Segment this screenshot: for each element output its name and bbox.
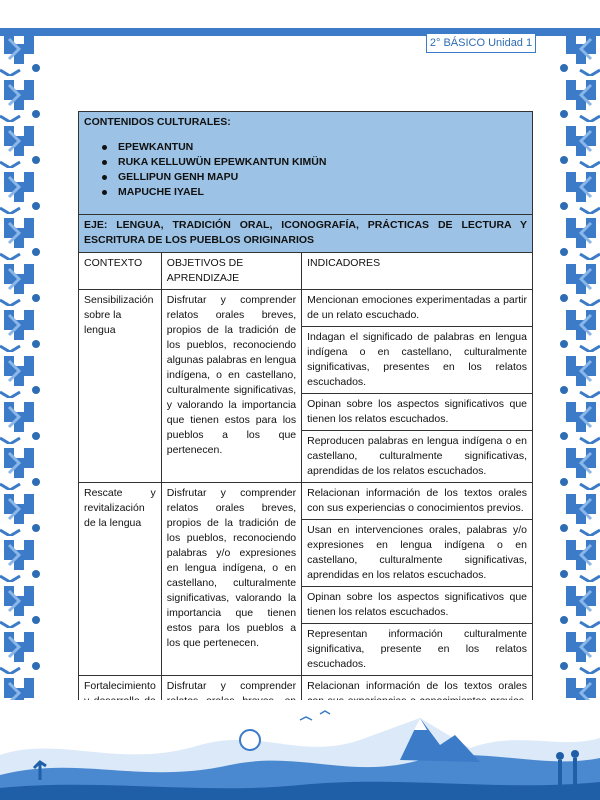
context-cell: Fortalecimiento [79, 676, 162, 743]
cultural-contents-cell [79, 112, 533, 215]
cultural-item: MAPUCHE IYAEL [104, 185, 527, 200]
table-row [79, 483, 533, 520]
cultural-contents-list [84, 140, 527, 200]
indicator-cell: Reproducen palabras en lengua indígena o en castellano, culturalmente significativas, aprendidas de los relatos escuchados. [302, 431, 533, 483]
context-cell: Rescate y revitalización de la lengua [79, 483, 162, 676]
indicator-cell: Relacionan información de los textos orales [302, 676, 533, 743]
decorative-border-left [0, 30, 45, 720]
indicator-cell: Mencionan emociones experimentadas a partir de un relato escuchado. [302, 290, 533, 327]
cultural-contents-title: CONTENIDOS CULTURALES: [84, 116, 231, 128]
indicator-cell: Relacionan información de los textos orales con sus experiencias o conocimientos previos. [302, 483, 533, 520]
curriculum-table [78, 111, 533, 743]
objective-cell: Disfrutar y comprender relatos orales breves, propios de la tradición de los pueblos, reconociendo algunas palabras en lengua indígena, o en castellano, culturalmente significativas, y valorando la importancia que tienen estos para los pueblos a los que pertenecen. [161, 290, 301, 483]
indicator-cell: Indagan el significado de palabras en lengua indígena o en castellano, culturalmente significativas, presentes en los relatos escuchados. [302, 327, 533, 394]
indicator-cell: Opinan sobre los aspectos significativos que tienen los relatos escuchados. [302, 587, 533, 624]
axis-row [79, 215, 533, 253]
cultural-item: RUKA KELLUWÜN EPEWKANTUN KIMÜN [104, 155, 527, 170]
objective-cell: Disfrutar y comprender relatos orales breves, propios de la tradición de los pueblos, reconociendo palabras y/o expresiones en lengua indígena, o en castellano, culturalmente significativas, valorando la importancia que tienen estos para los pueblos a los que pertenecen. [161, 483, 301, 676]
column-header-objectives: OBJETIVOS DE APRENDIZAJE [161, 253, 301, 290]
landscape-illustration [0, 700, 600, 800]
unit-badge: 2° BÁSICO Unidad 1 [426, 33, 536, 53]
indicator-cell: Opinan sobre los aspectos significativos que tienen los relatos escuchados. [302, 394, 533, 431]
indicator-cell: Usan en intervenciones orales, palabras y/o expresiones en lengua indígena o en castellano, culturalmente significativas, aprendidas en los relatos escuchados. [302, 520, 533, 587]
cultural-contents-row [79, 112, 533, 215]
decorative-border-right [555, 30, 600, 720]
table-row [79, 290, 533, 327]
axis-title: EJE: LENGUA, TRADICIÓN ORAL, ICONOGRAFÍA, PRÁCTICAS DE LECTURA Y ESCRITURA DE LOS PUEBLOS ORIGINARIOS [79, 215, 533, 253]
objective-cell: Disfrutar y comprender [161, 676, 301, 743]
indicator-cell: Representan información culturalmente significativa, presente en los relatos escuchados. [302, 624, 533, 676]
column-header-context: CONTEXTO [79, 253, 162, 290]
column-header-row [79, 253, 533, 290]
context-cell: Sensibilización sobre la lengua [79, 290, 162, 483]
cultural-item: GELLIPUN GENH MAPU [104, 170, 527, 185]
cultural-item: EPEWKANTUN [104, 140, 527, 155]
column-header-indicators: INDICADORES [302, 253, 533, 290]
